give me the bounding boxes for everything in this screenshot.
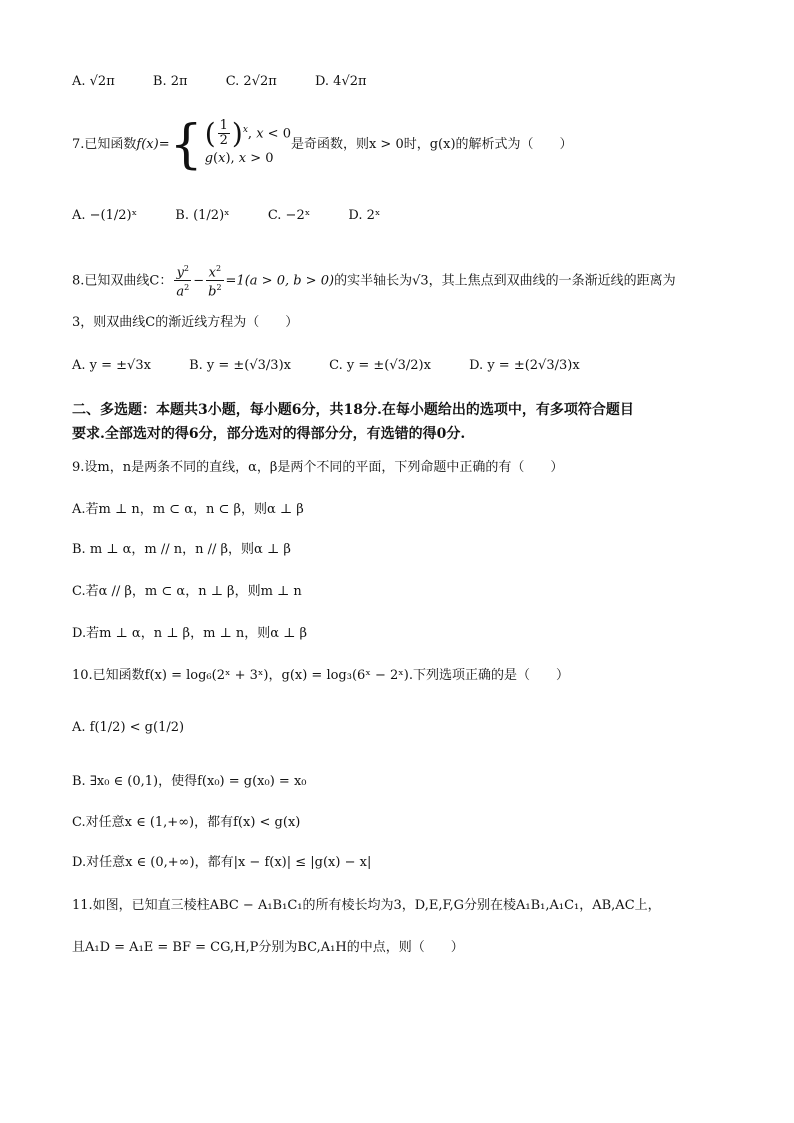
q8-condition: =1(a > 0, b > 0) [225, 273, 335, 289]
q9-option-d[interactable]: D.若m ⊥ α，n ⊥ β，m ⊥ n，则α ⊥ β [72, 626, 308, 641]
q8-frac-x: $\frac{x^2}{b^2}$ [208, 264, 222, 300]
piecewise-brace: { [169, 114, 203, 175]
q6-option-a[interactable]: A. √2π [72, 74, 115, 89]
q7-option-b[interactable]: B. (1/2)ˣ [175, 208, 230, 223]
q8-option-d[interactable]: D. y = ±(2√3/3)x [469, 358, 580, 373]
q8-line1: 8.已知双曲线C： $\frac{y^2}{a^2}$ − $\frac{x^2}{b^2}$ =1(a > 0, b > 0)的实半轴长为√3，其上焦点到双曲线的一条渐近线的距离为 [72, 264, 676, 300]
q7-option-c[interactable]: C. −2ˣ [267, 208, 311, 223]
q6-option-b[interactable]: B. 2π [152, 74, 188, 89]
q10-option-a[interactable]: A. f(1/2) < g(1/2) [72, 720, 185, 735]
q11-line1: 11.如图，已知直三棱柱ABC − A₁B₁C₁的所有棱长均为3，D,E,F,G分别在棱A₁B₁,A₁C₁，AB,AC上， [72, 898, 661, 913]
q9-option-c[interactable]: C.若α // β，m ⊂ α，n ⊥ β，则m ⊥ n [72, 584, 302, 599]
section2-line2: 要求.全部选对的得6分，部分选对的得部分分，有选错的得0分. [72, 426, 466, 442]
q9-option-b[interactable]: B. m ⊥ α，m // n，n // β，则α ⊥ β [72, 542, 291, 557]
q7-option-d[interactable]: D. 2ˣ [348, 208, 381, 223]
q10-option-d[interactable]: D.对任意x ∈ (0,+∞)，都有|x − f(x)| ≤ |g(x) − x| [72, 855, 372, 870]
q7-option-a[interactable]: A. −(1/2)ˣ [72, 208, 138, 223]
q6-option-c[interactable]: C. 2√2π [225, 74, 277, 89]
q7-options [72, 198, 414, 234]
q7-fx: f(x)= [136, 137, 170, 152]
section2-line1: 二、多选题：本题共3小题，每小题6分，共18分.在每小题给出的选项中，有多项符合题目 [72, 402, 634, 418]
q8-option-a[interactable]: A. y = ±√3x [72, 358, 151, 373]
q6-option-d[interactable]: D. 4√2π [314, 74, 367, 89]
q10-stem: 10.已知函数f(x) = log₆(2ˣ + 3ˣ)，g(x) = log₃(6ˣ − 2ˣ).下列选项正确的是（ ） [72, 668, 569, 683]
q8-option-c[interactable]: C. y = ±(√3/2)x [329, 358, 431, 373]
q7-prefix: 7.已知函数 [72, 137, 137, 152]
q7-suffix: 是奇函数，则x > 0时，g(x)的解析式为（ ） [290, 137, 573, 152]
q6-options [72, 72, 401, 92]
q7-stem [72, 110, 573, 180]
q9-option-a[interactable]: A.若m ⊥ n，m ⊂ α，n ⊂ β，则α ⊥ β [72, 502, 304, 517]
q10-option-c[interactable]: C.对任意x ∈ (1,+∞)，都有f(x) < g(x) [72, 815, 301, 830]
q8-option-b[interactable]: B. y = ±(√3/3)x [189, 358, 291, 373]
q8-line2: 3，则双曲线C的渐近线方程为（ ） [72, 315, 299, 330]
q8-options [72, 356, 614, 376]
q8-suffix: 的实半轴长为√3，其上焦点到双曲线的一条渐近线的距离为 [334, 273, 676, 289]
piecewise-cases: ( $\frac{1}{2}$ )$^x$, x < 0 g(x), x > 0 [204, 116, 291, 167]
q11-line2: 且A₁D = A₁E = BF = CG,H,P分别为BC,A₁H的中点，则（ ） [72, 940, 464, 955]
q10-option-b[interactable]: B. ∃x₀ ∈ (0,1)，使得f(x₀) = g(x₀) = x₀ [72, 774, 307, 789]
q9-stem: 9.设m，n是两条不同的直线，α，β是两个不同的平面，下列命题中正确的有（ ） [72, 460, 564, 475]
q8-frac-y: $\frac{y^2}{a^2}$ [176, 264, 190, 300]
q8-prefix: 8.已知双曲线C： [72, 273, 173, 289]
